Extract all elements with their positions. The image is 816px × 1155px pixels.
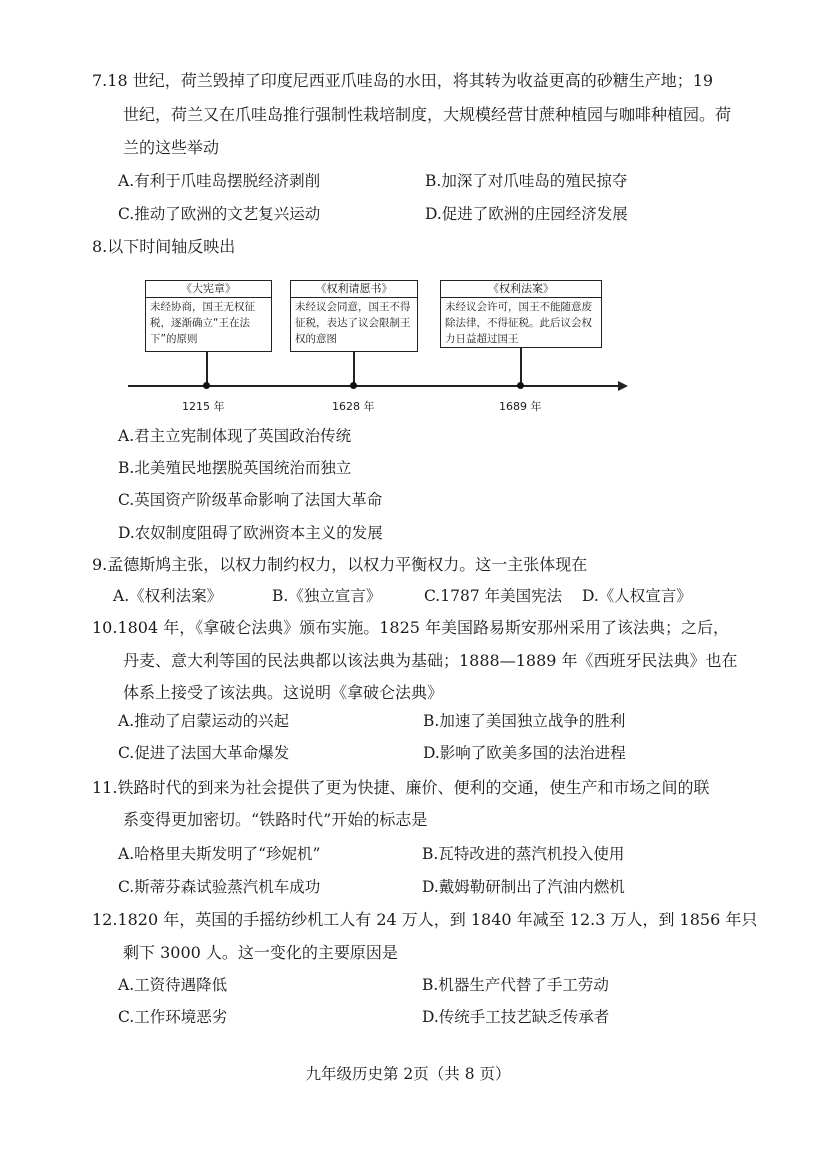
timeline-year-label: 1628 年 xyxy=(332,400,375,413)
q9-stem: 9.孟德斯鸠主张，以权力制约权力，以权力平衡权力。这一主张体现在 xyxy=(92,555,588,574)
timeline-event-bill-of-rights xyxy=(440,280,602,348)
timeline-connector xyxy=(520,348,522,385)
q8-option-c: C.英国资产阶级革命影响了法国大革命 xyxy=(118,491,383,509)
q10-option-b: B.加速了美国独立战争的胜利 xyxy=(423,712,626,730)
timeline-year-label: 1215 年 xyxy=(182,400,225,413)
q12-option-c: C.工作环境恶劣 xyxy=(118,1008,228,1026)
q10-option-a: A.推动了启蒙运动的兴起 xyxy=(118,712,290,730)
q10-stem-line-1: 10.1804 年，《拿破仑法典》颁布实施。1825 年美国路易斯安那州采用了该法典；之后， xyxy=(92,618,730,637)
q10-stem-line-2: 丹麦、意大利等国的民法典都以该法典为基础；1888—1889 年《西班牙民法典》也在 xyxy=(123,651,738,670)
q7-option-b: B.加深了对爪哇岛的殖民掠夺 xyxy=(425,172,628,190)
timeline-event-text: 未经议会许可，国王不能随意废除法律，不得征税。此后议会权力日益超过国王 xyxy=(445,301,592,345)
timeline-marker xyxy=(517,382,524,389)
q12-stem-line-2: 剩下 3000 人。这一变化的主要原因是 xyxy=(123,943,398,962)
q7-stem-line-2: 世纪，荷兰又在爪哇岛推行强制性栽培制度，大规模经营甘蔗种植园与咖啡种植园。荷 xyxy=(123,105,732,124)
q11-option-b: B.瓦特改进的蒸汽机投入使用 xyxy=(422,845,625,863)
q7-option-d: D.促进了欧洲的庄园经济发展 xyxy=(425,205,628,223)
timeline-marker xyxy=(203,382,210,389)
q8-stem: 8.以下时间轴反映出 xyxy=(92,237,236,256)
timeline-event-text: 未经议会同意，国王不得征税，表达了议会限制王权的意图 xyxy=(295,301,411,345)
q12-option-d: D.传统手工技艺缺乏传承者 xyxy=(422,1008,610,1026)
q11-stem-line-2: 系变得更加密切。“铁路时代”开始的标志是 xyxy=(123,810,428,829)
timeline-arrow-icon xyxy=(618,381,628,391)
q9-option-c: C.1787 年美国宪法 xyxy=(424,587,563,605)
q8-option-b: B.北美殖民地摆脱英国统治而独立 xyxy=(118,459,352,477)
timeline-axis xyxy=(128,385,620,387)
q9-option-a: A.《权利法案》 xyxy=(113,587,223,605)
timeline-event-magna-carta xyxy=(145,280,272,352)
page-footer: 九年级历史第 2页（共 8 页） xyxy=(305,1065,511,1083)
q11-stem-line-1: 11.铁路时代的到来为社会提供了更为快捷、廉价、便利的交通，使生产和市场之间的联 xyxy=(92,778,710,797)
timeline-connector xyxy=(206,352,208,385)
q10-stem-line-3: 体系上接受了该法典。这说明《拿破仑法典》 xyxy=(123,683,444,702)
q8-option-d: D.农奴制度阻碍了欧洲资本主义的发展 xyxy=(118,524,383,542)
q11-option-c: C.斯蒂芬森试验蒸汽机车成功 xyxy=(118,878,321,896)
timeline-connector xyxy=(353,352,355,385)
q7-option-a: A.有利于爪哇岛摆脱经济剥削 xyxy=(118,172,321,190)
timeline-year-label: 1689 年 xyxy=(499,400,542,413)
q10-option-c: C.促进了法国大革命爆发 xyxy=(118,744,290,762)
timeline-event-petition-of-right xyxy=(290,280,418,352)
q8-timeline xyxy=(128,276,638,416)
q12-option-b: B.机器生产代替了手工劳动 xyxy=(422,976,609,994)
q9-option-d: D.《人权宣言》 xyxy=(582,587,692,605)
q8-option-a: A.君主立宪制体现了英国政治传统 xyxy=(118,427,352,445)
q10-option-d: D.影响了欧美多国的法治进程 xyxy=(423,744,626,762)
q11-option-a: A.哈格里夫斯发明了“珍妮机” xyxy=(118,845,321,863)
q7-stem-line-1: 7.18 世纪，荷兰毁掉了印度尼西亚爪哇岛的水田，将其转为收益更高的砂糖生产地；19 xyxy=(92,71,714,90)
q7-stem-line-3: 兰的这些举动 xyxy=(123,138,220,157)
q9-option-b: B.《独立宣言》 xyxy=(272,587,382,605)
timeline-event-title: 《权利法案》 xyxy=(441,281,601,298)
timeline-event-text: 未经协商，国王无权征税，逐渐确立“王在法下”的原则 xyxy=(150,301,255,345)
timeline-marker xyxy=(350,382,357,389)
q12-stem-line-1: 12.1820 年，英国的手摇纺纱机工人有 24 万人，到 1840 年减至 12.3 万人，到 1856 年只 xyxy=(92,910,758,929)
q11-option-d: D.戴姆勒研制出了汽油内燃机 xyxy=(422,878,625,896)
q12-option-a: A.工资待遇降低 xyxy=(118,976,228,994)
timeline-event-title: 《权利请愿书》 xyxy=(291,281,417,298)
timeline-event-title: 《大宪章》 xyxy=(146,281,271,298)
q7-option-c: C.推动了欧洲的文艺复兴运动 xyxy=(118,205,321,223)
